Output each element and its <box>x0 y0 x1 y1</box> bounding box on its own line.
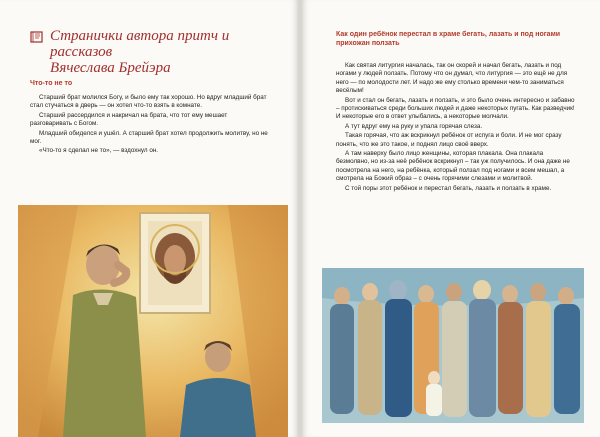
section-title <box>50 28 290 76</box>
paragraph: Вот и стал он бегать, лазать и ползать, и это было очень интересно и забавно – протискиваться среди больших людей и даже некоторых пугать. Как разведчик! И некоторые его в ответ улыбались, а некоторые молчали. <box>336 96 575 121</box>
paragraph: Младший обиделся и ушёл. А старший брат хотел продолжить молитву, но не мог. <box>30 129 268 146</box>
left-page <box>0 0 298 437</box>
section-header <box>30 28 290 76</box>
paragraph: Как святая литургия началась, так он скорей и начал бегать, лазать и под ногами у людей ползать. Потому что он думал, что литургия — это ещё не для него — по молодости лет. И надо же ему столько времени чем-то заниматься весёлым! <box>336 62 568 95</box>
illustration-brothers <box>18 205 288 437</box>
section-title-line-2: Вячеслава Брейэра <box>50 60 171 76</box>
section-title-line-1: Странички автора притч и рассказов <box>50 28 230 60</box>
article-title: Как один ребёнок перестал в храме бегать, лазать и под ногами прихожан ползать <box>336 31 561 47</box>
paragraph: А тут вдруг ему на руку и упала горячая слеза. <box>345 122 483 130</box>
book-icon <box>30 30 44 44</box>
article-body <box>30 94 270 157</box>
paragraph: «Что-то я сделал не то», — вздохнул он. <box>39 147 159 155</box>
paragraph: С той поры этот ребёнок и перестал бегать, лазать и ползать в храме. <box>345 184 552 192</box>
paragraph: Старший рассердился и накричал на брата, что тот ему мешает разговаривать с Богом. <box>30 111 228 128</box>
paragraph: А там наверху было лицо женщины, которая плакала. Она плакала безмолвно, но из-за неё ребёнок вскрикнул – так уж получилось. И она даже не посмотрела на него, на ребёнка, который ползал под ногами и всем мешал, а смотрела на Божий образ – с очень горячими слезами и молитвой. <box>336 150 570 183</box>
right-page <box>302 0 600 437</box>
article-title: Что-то не то <box>30 80 73 87</box>
paragraph: Старший брат молился Богу, и было ему так хорошо. Но вдруг младший брат стал стучаться в дверь — он хотел что-то взять в комнате. <box>30 94 267 110</box>
illustration-congregation <box>322 268 584 423</box>
article-body <box>336 62 576 194</box>
paragraph: Такая горячая, что аж вскрикнул ребёнок от испуга и боли. И не мог сразу понять, что же это такое, и поднял лицо своё вверх. <box>336 132 562 148</box>
